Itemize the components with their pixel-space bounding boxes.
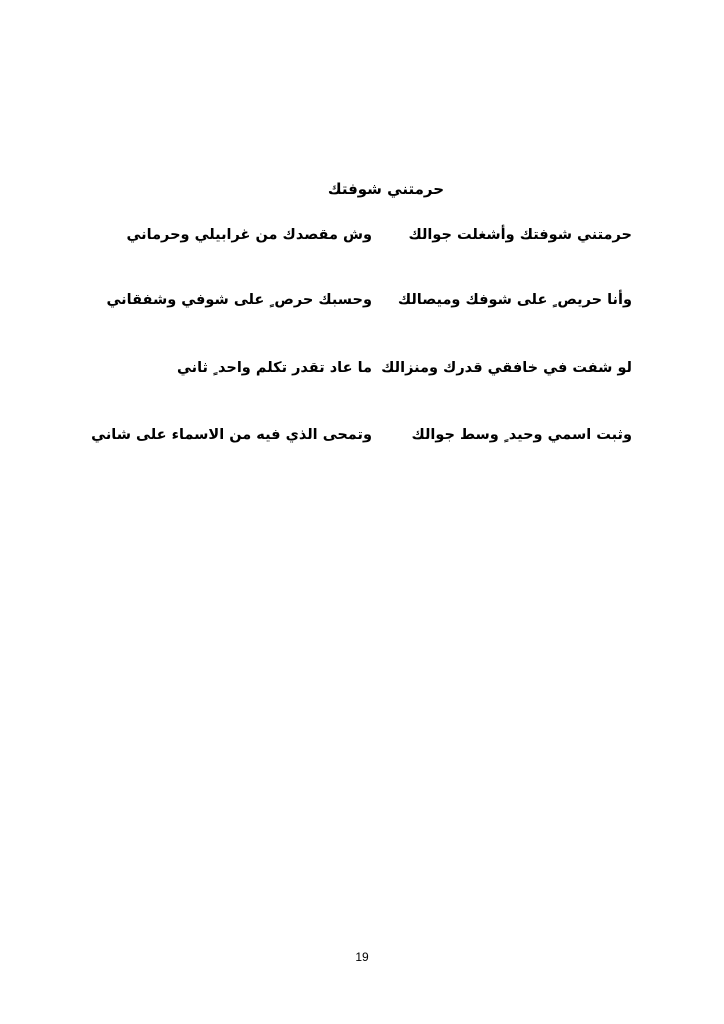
verse-line — [0, 289, 724, 311]
verse-second-hemistich: وتمحى الذي فيه من الاسماء على شاني — [91, 427, 372, 443]
verse-line — [0, 224, 724, 246]
verse-first-hemistich: لو شفت في خافقي قدرك ومنزالك — [381, 360, 632, 376]
verse-line — [0, 424, 724, 446]
verse-first-hemistich: وثبت اسمي وحيد ٍ وسط جوالك — [411, 427, 632, 443]
verse-first-hemistich: حرمتني شوفتك وأشغلت جوالك — [408, 227, 632, 243]
verse-second-hemistich: وحسبك حرص ٍ على شوفي وشفقاني — [106, 292, 372, 308]
verse-second-hemistich: ما عاد تقدر تكلم واحد ٍ ثاني — [177, 360, 372, 376]
verse-second-hemistich: وش مقصدك من غرابيلي وحرماني — [126, 227, 372, 243]
verse-first-hemistich: وأنا حريص ٍ على شوفك وميصالك — [397, 292, 632, 308]
poem-title: حرمتني شوفتك — [327, 180, 444, 198]
verse-line — [0, 357, 724, 379]
page-number: 19 — [355, 950, 369, 964]
